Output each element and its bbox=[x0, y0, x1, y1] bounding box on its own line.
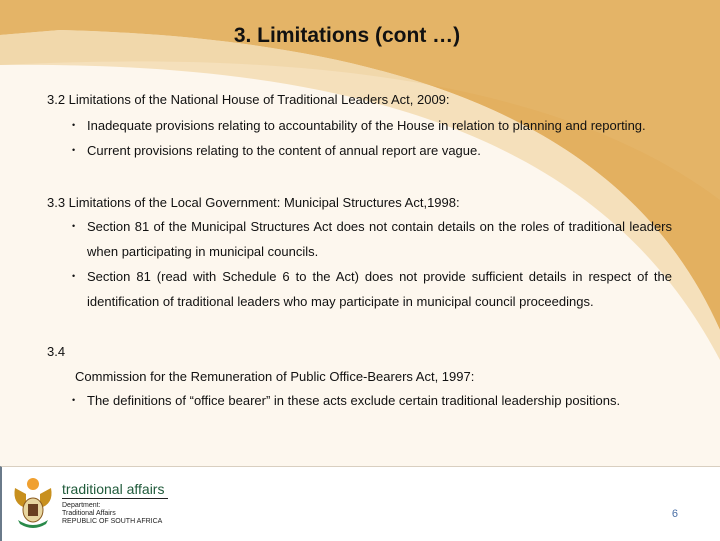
bullet-text: Current provisions relating to the content of annual report are vague. bbox=[87, 143, 481, 158]
bullet-text: Section 81 of the Municipal Structures Act does not contain details on the roles of traditional leaders when participating in municipal councils. bbox=[87, 219, 672, 259]
section-heading: 3.3 Limitations of the Local Government: Municipal Structures Act,1998: bbox=[47, 195, 460, 210]
section-heading: 3.2 Limitations of the National House of Traditional Leaders Act, 2009: bbox=[47, 92, 450, 107]
footer bbox=[0, 466, 720, 541]
bullet-text: Section 81 (read with Schedule 6 to the Act) does not provide sufficient details in respect of the identification of traditional leaders who may participate in municipal council proceedings. bbox=[87, 269, 672, 309]
section-heading: Commission for the Remuneration of Public Office-Bearers Act, 1997: bbox=[75, 369, 475, 384]
slide-title: 3. Limitations (cont …) bbox=[233, 24, 461, 47]
bullet-item bbox=[72, 113, 672, 138]
logo-title: traditional affairs bbox=[62, 481, 168, 499]
bullet-icon: • bbox=[72, 271, 76, 281]
bullet-icon: • bbox=[72, 221, 76, 231]
page-number: 6 bbox=[671, 508, 678, 520]
bullet-text: The definitions of “office bearer” in these acts exclude certain traditional leadership positions. bbox=[87, 393, 621, 408]
section-number: 3.4 bbox=[47, 344, 66, 359]
bullet-icon: • bbox=[72, 120, 76, 130]
bullet-item bbox=[72, 264, 672, 314]
bullet-item bbox=[72, 138, 672, 163]
bullet-icon: • bbox=[72, 145, 76, 155]
bullet-item bbox=[72, 214, 672, 264]
coat-of-arms-logo bbox=[12, 476, 54, 528]
slide-content bbox=[47, 92, 677, 413]
logo-subtitle: Traditional Affairs bbox=[62, 510, 116, 517]
bullet-text: Inadequate provisions relating to accountability of the House in relation to planning and reporting. bbox=[87, 118, 646, 133]
logo-subtitle: Department: bbox=[62, 502, 101, 509]
bullet-icon: • bbox=[72, 395, 76, 405]
logo-subtitle: REPUBLIC OF SOUTH AFRICA bbox=[62, 518, 163, 525]
bullet-item bbox=[72, 388, 672, 413]
